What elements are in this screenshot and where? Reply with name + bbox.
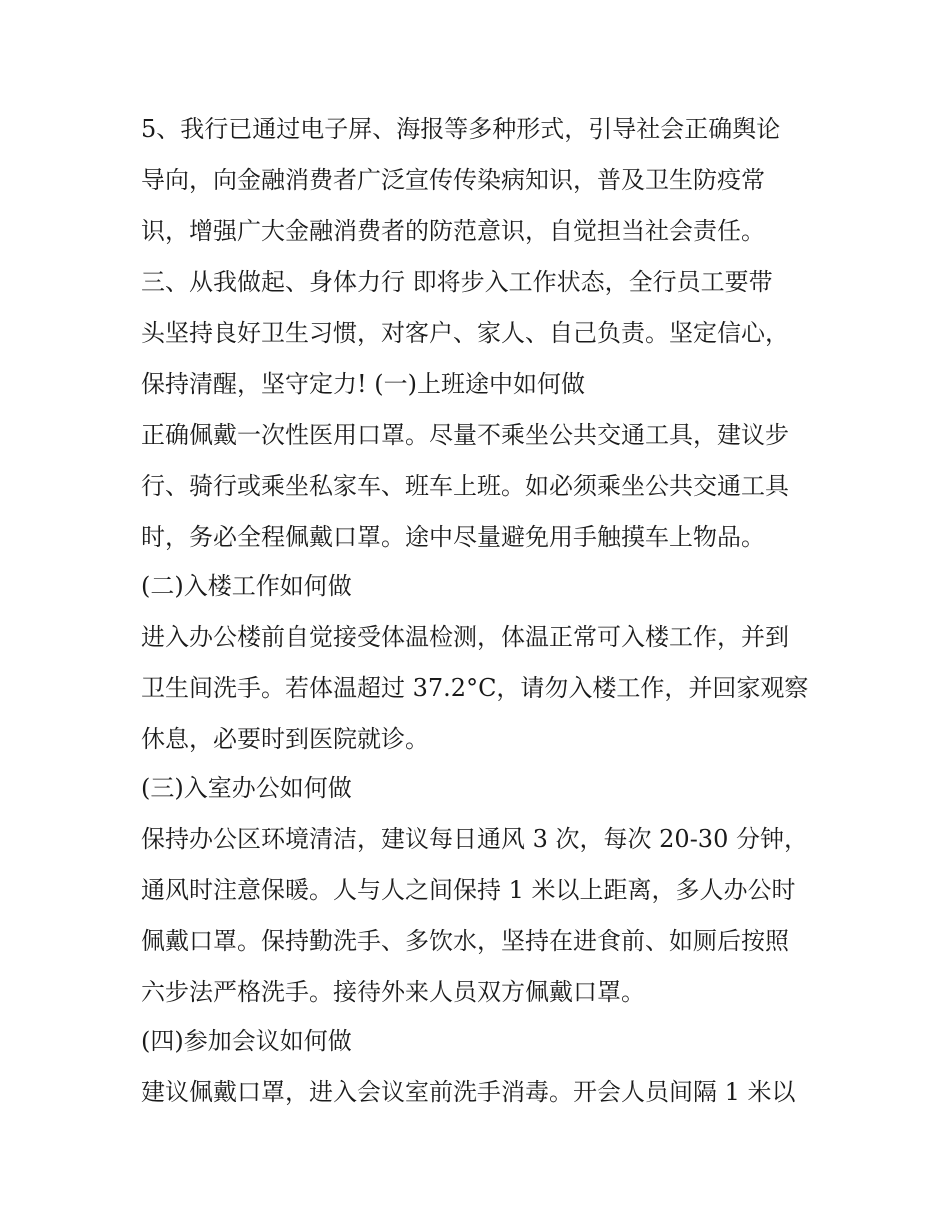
text-line: 头坚持良好卫生习惯，对客户、家人、自己负责。坚定信心， <box>141 319 789 347</box>
text-line: 行、骑行或乘坐私家车、班车上班。如必须乘坐公共交通工具 <box>141 472 789 500</box>
text-line: 建议佩戴口罩，进入会议室前洗手消毒。开会人员间隔 1 米以 <box>141 1078 796 1106</box>
text-line: 保持清醒，坚守定力! (一)上班途中如何做 <box>141 370 585 398</box>
text-line: 通风时注意保暖。人与人之间保持 1 米以上距离，多人办公时 <box>141 876 796 904</box>
subsection-heading: (四)参加会议如何做 <box>141 1027 352 1055</box>
text-line: 识，增强广大金融消费者的防范意识，自觉担当社会责任。 <box>141 217 765 245</box>
text-line: 进入办公楼前自觉接受体温检测，体温正常可入楼工作，并到 <box>141 623 789 651</box>
text-line: 休息，必要时到医院就诊。 <box>141 725 429 753</box>
text-line: 六步法严格洗手。接待外来人员双方佩戴口罩。 <box>141 978 645 1006</box>
text-line: 时，务必全程佩戴口罩。途中尽量避免用手触摸车上物品。 <box>141 523 765 551</box>
section-heading: 三、从我做起、身体力行 即将步入工作状态，全行员工要带 <box>141 268 773 296</box>
text-line: 5、我行已通过电子屏、海报等多种形式，引导社会正确舆论 <box>141 115 781 143</box>
text-line: 卫生间洗手。若体温超过 37.2°C，请勿入楼工作，并回家观察 <box>141 674 809 702</box>
text-line: 导向，向金融消费者广泛宣传传染病知识，普及卫生防疫常 <box>141 166 765 194</box>
text-line: 保持办公区环境清洁，建议每日通风 3 次，每次 20-30 分钟， <box>141 825 808 853</box>
text-line: 正确佩戴一次性医用口罩。尽量不乘坐公共交通工具，建议步 <box>141 421 789 449</box>
subsection-heading: (二)入楼工作如何做 <box>141 572 352 600</box>
text-line: 佩戴口罩。保持勤洗手、多饮水，坚持在进食前、如厕后按照 <box>141 927 789 955</box>
subsection-heading: (三)入室办公如何做 <box>141 774 352 802</box>
